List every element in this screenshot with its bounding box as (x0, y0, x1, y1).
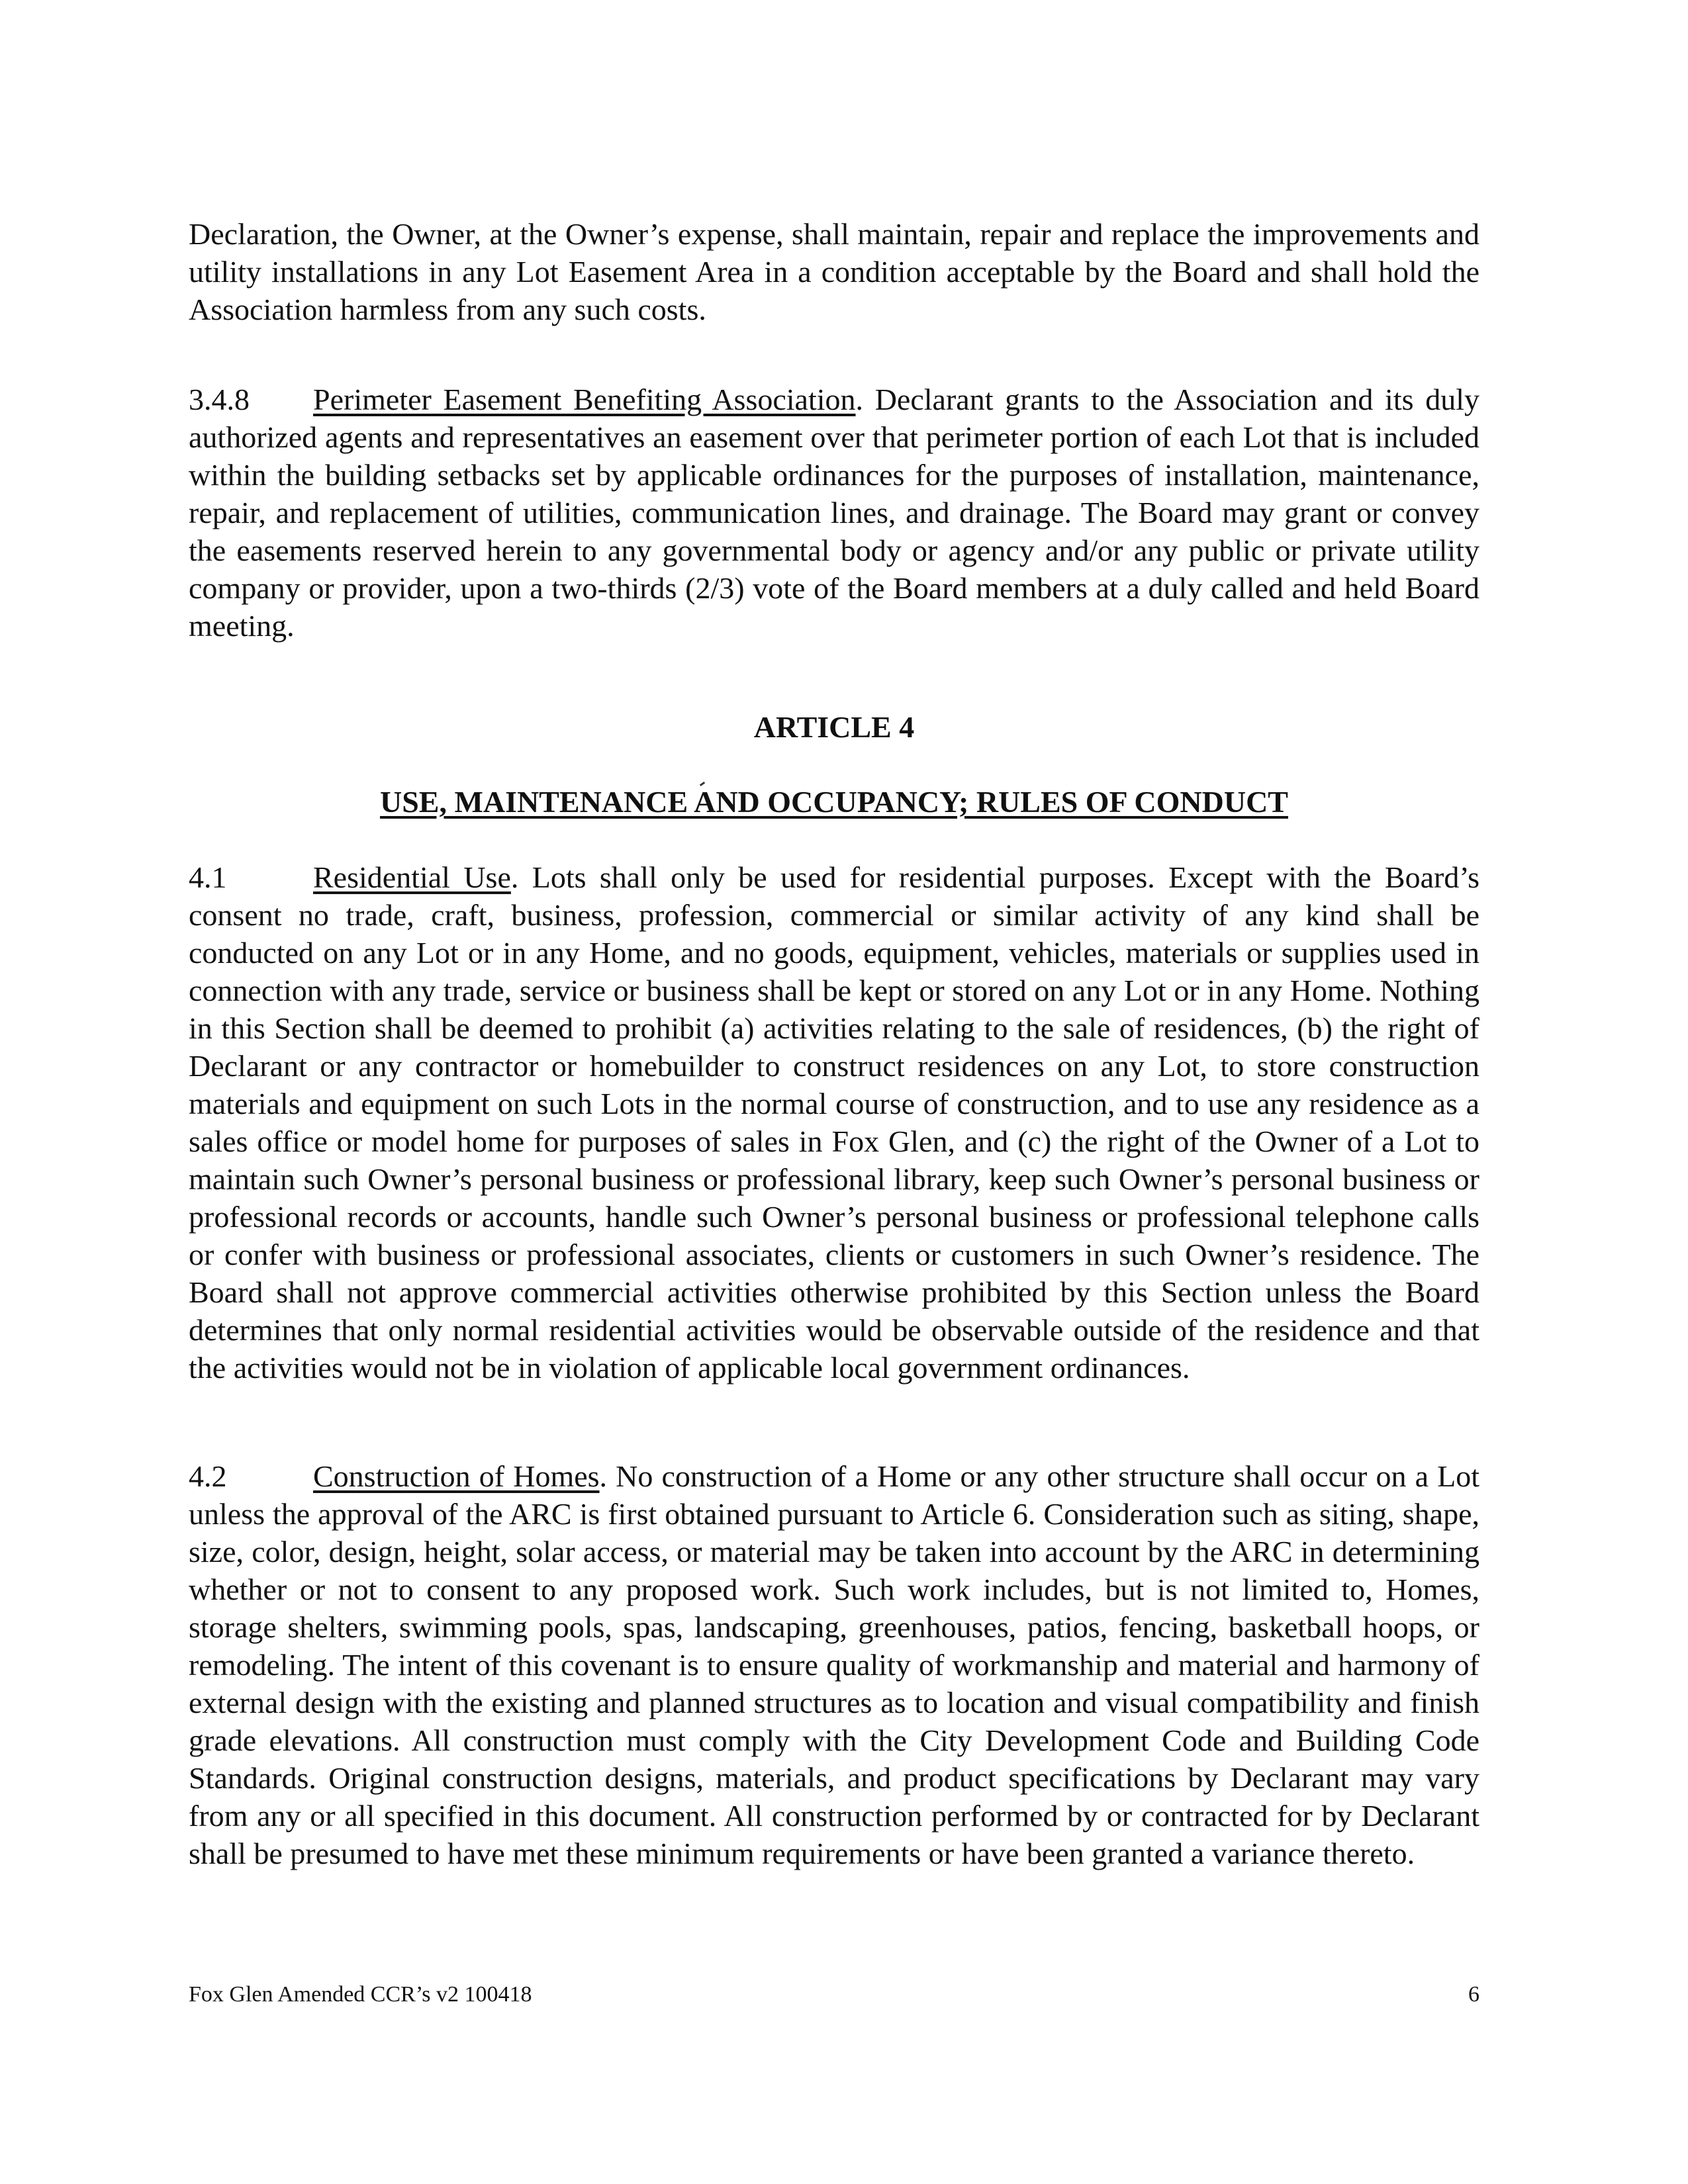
section-3-4-8 (189, 381, 1479, 645)
section-title: Residential Use (313, 860, 511, 894)
section-4-2 (189, 1457, 1479, 1872)
section-number: 3.4.8 (189, 383, 250, 416)
article-heading: ARTICLE 4 (753, 710, 915, 744)
document-page (189, 215, 1479, 2068)
section-number: 4.1 (189, 860, 227, 894)
article-title: USE, MAINTENANCE AND OCCUPANCY; RULES OF CONDUCT (379, 785, 1288, 819)
section-number: 4.2 (189, 1459, 227, 1493)
section-4-1 (189, 858, 1479, 1387)
section-title: Construction of Homes (313, 1459, 600, 1493)
section-body: . Lots shall only be used for residential purposes. Except with the Board’s consent no trade, craft, business, profession, commercial or similar activity of any kind shall be conducted on any Lot or in any Home, and no goods, equipment, vehicles, materials or supplies used in connection with any trade, service or business shall be kept or stored on any Lot or in any Home. Nothing in this Section shall be deemed to prohibit (a) activities relating to the sale of residences, (b) the right of Declarant or any contractor or homebuilder to construct residences on any Lot, to store construction materials and equipment on such Lots in the normal course of construction, and to use any residence as a sales office or model home for purposes of sales in Fox Glen, and (c) the right of the Owner of a Lot to maintain such Owner’s personal business or professional library, keep such Owner’s personal business or professional records or accounts, handle such Owner’s personal business or professional telephone calls or confer with business or professional associates, clients or customers in such Owner’s residence. The Board shall not approve commercial activities otherwise prohibited by this Section unless the Board determines that only normal residential activities would be observable outside of the residence and that the activities would not be in violation of applicable local government ordinances. (189, 860, 1480, 1385)
section-body: . Declarant grants to the Association and its duly authorized agents and representatives an easement over that perimeter portion of each Lot that is included within the building setbacks set by applicable ordinances for the purposes of installation, maintenance, repair, and replacement of utilities, communication lines, and drainage. The Board may grant or convey the easements reserved herein to any governmental body or agency and/or any public or private utility company or provider, upon a two-thirds (2/3) vote of the Board members at a duly called and held Board meeting. (189, 383, 1479, 643)
section-title: Perimeter Easement Benefiting Association (313, 383, 856, 416)
section-body: . No construction of a Home or any other structure shall occur on a Lot unless the approval of the ARC is first obtained pursuant to Article 6. Consideration such as siting, shape, size, color, design, height, solar access, or material may be taken into account by the ARC in determining whether or not to consent to any proposed work. Such work includes, but is not limited to, Homes, storage shelters, swimming pools, spas, landscaping, greenhouses, patios, fencing, basketball hoops, or remodeling. The intent of this covenant is to ensure quality of workmanship and material and harmony of external design with the existing and planned structures as to location and visual compatibility and finish grade elevations. All construction must comply with the City Development Code and Building Code Standards. Original construction designs, materials, and product specifications by Declarant may vary from any or all specified in this document. All construction performed by or contracted for by Declarant shall be presumed to have met these minimum requirements or have been granted a variance thereto. (189, 1459, 1480, 1870)
paragraph-continuation: Declaration, the Owner, at the Owner’s expense, shall maintain, repair and replace the improvements and utility installations in any Lot Easement Area in a condition acceptable by the Board and shall hold the Association harmless from any such costs. (189, 217, 1479, 326)
footer-page-number: 6 (1468, 1982, 1479, 2007)
footer-document-name: Fox Glen Amended CCR’s v2 100418 (189, 1982, 532, 2007)
